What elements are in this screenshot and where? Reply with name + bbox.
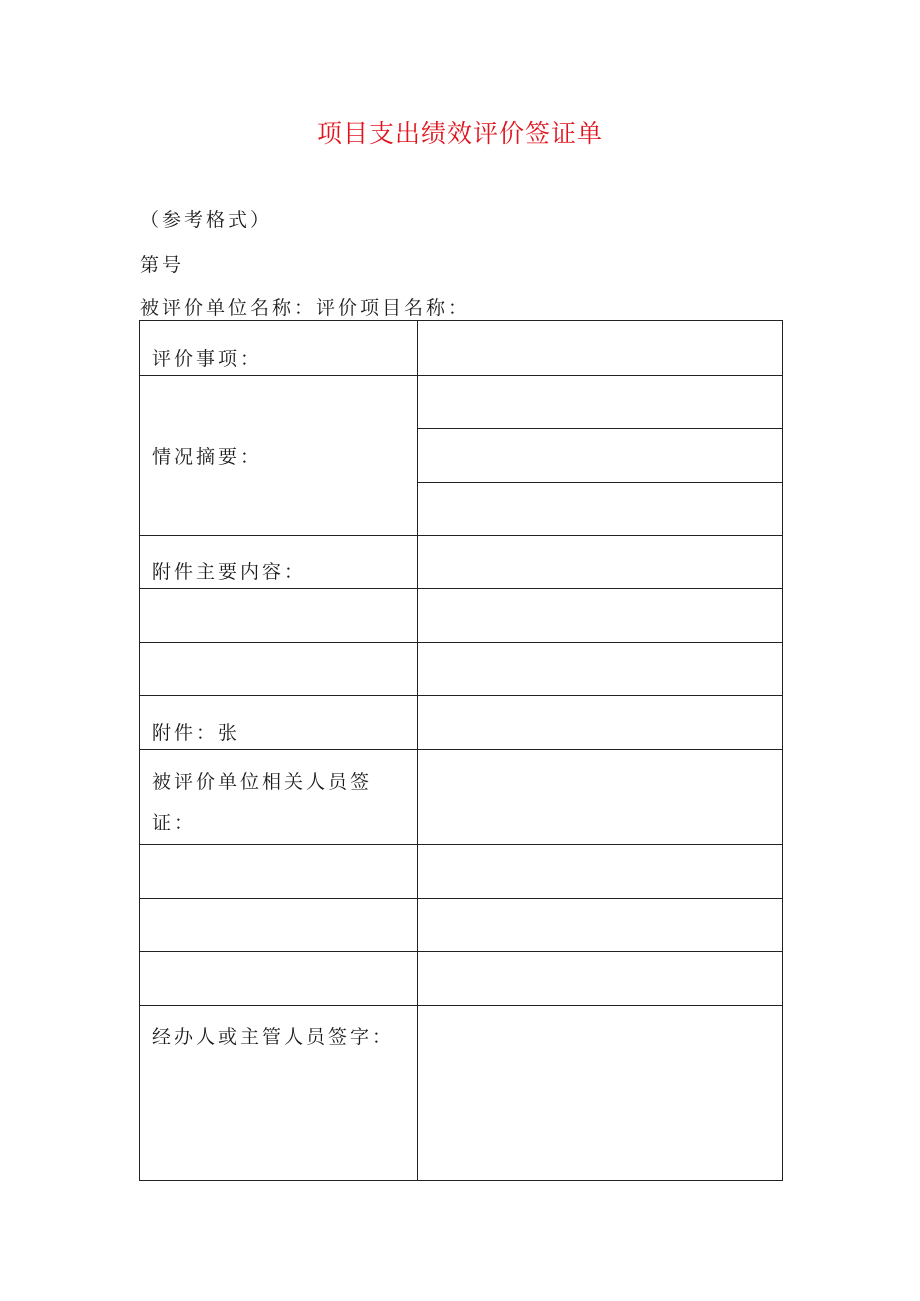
unit-staff-sign-label: 被评价单位相关人员签证：: [152, 771, 373, 834]
blank-cell[interactable]: [140, 589, 418, 643]
blank-cell[interactable]: [418, 643, 783, 696]
attachment-content-value-cell[interactable]: [418, 536, 783, 589]
document-title: 项目支出绩效评价签证单: [316, 119, 603, 148]
handler-sign-label-cell: [140, 1006, 418, 1181]
blank-cell[interactable]: [418, 845, 783, 899]
format-note: （参考格式）: [140, 209, 273, 231]
summary-label: 情况摘要：: [152, 446, 263, 468]
attachment-count-value-cell[interactable]: [418, 696, 783, 750]
handler-sign-label: 经办人或主管人员签字：: [152, 1026, 395, 1048]
unit-project-line: 被评价单位名称：评价项目名称：: [140, 297, 471, 319]
attachment-count-label-cell: [140, 696, 418, 750]
signature-form-table: [139, 320, 783, 1181]
handler-sign-value-cell[interactable]: [418, 1006, 783, 1181]
unit-staff-sign-label-cell: [140, 750, 418, 845]
blank-cell[interactable]: [140, 899, 418, 952]
blank-cell[interactable]: [140, 643, 418, 696]
blank-cell[interactable]: [140, 952, 418, 1006]
blank-cell[interactable]: [418, 589, 783, 643]
blank-cell[interactable]: [418, 899, 783, 952]
eval-item-value-cell[interactable]: [418, 321, 783, 376]
unit-staff-sign-value-cell[interactable]: [418, 750, 783, 845]
summary-value-cell[interactable]: [418, 429, 783, 483]
summary-value-cell[interactable]: [418, 376, 783, 429]
number-label: 第号: [140, 254, 185, 276]
eval-item-label-cell: [140, 321, 418, 376]
attachment-content-label-cell: [140, 536, 418, 589]
summary-value-cell[interactable]: [418, 483, 783, 536]
summary-label-cell: [140, 376, 418, 536]
blank-cell[interactable]: [140, 845, 418, 899]
attachment-content-label: 附件主要内容：: [152, 561, 307, 583]
eval-item-label: 评价事项：: [152, 348, 263, 370]
blank-cell[interactable]: [418, 952, 783, 1006]
attachment-count-label: 附件：张: [152, 722, 241, 744]
